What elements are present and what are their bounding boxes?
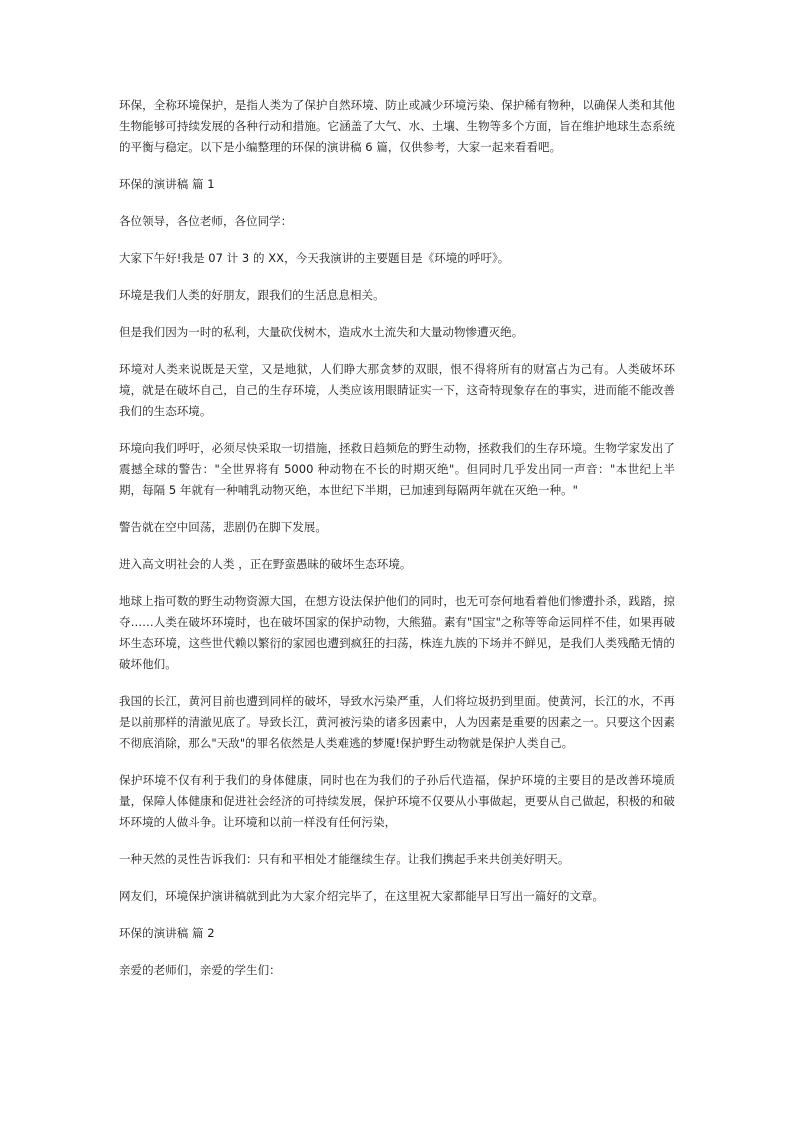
section-1-title: 环保的演讲稿 篇 1 [119,177,215,191]
paragraph-civilization: 进入高文明社会的人类 ，正在野蛮愚昧的破坏生态环境。 [119,557,412,571]
paragraph-warning: 环境向我们呼吁，必须尽快采取一切措施，拯救日趋频危的野生动物，拯救我们的生存环境。生物学家发出了震撼全球的警告："全世界将有 5000 种动物在不长的时期灭绝"。但同时几乎发出同一声音："本世纪上半期，每隔 5 年就有一种哺乳动物灭绝，本世纪下半期，已加速到每隔两年就在灭绝一种。" [119,441,675,497]
paragraph-together: 一种天然的灵性告诉我们：只有和平相处才能继续生存。让我们携起手来共创美好明天。 [119,852,570,866]
paragraph-friend: 环境是我们人类的好朋友，跟我们的生活息息相关。 [119,288,385,302]
intro-paragraph: 环保，全称环境保护，是指人类为了保护自然环境、防止或减少环境污染、保护稀有物种，以确保人类和其他生物能够可持续发展的各种行动和措施。它涵盖了大气、水、土壤、生物等多个方面，旨在维护地球生态系统的平衡与稳定。以下是小编整理的环保的演讲稿 6 篇，仅供参考，大家一起来看看吧。 [119,98,675,154]
paragraph-heaven-hell: 环境对人类来说既是天堂，又是地狱，人们睁大那贪梦的双眼，恨不得将所有的财富占为己有。人类破坏环境，就是在破坏自己，自己的生存环境，人类应该用眼睛证实一下，这奇特现象存在的事实，进而能不能改善我们的生态环境。 [119,362,675,418]
paragraph-selfish: 但是我们因为一时的私利，大量砍伐树木，造成水土流失和大量动物惨遭灭绝。 [119,325,524,339]
paragraph-opening: 大家下午好!我是 07 计 3 的 XX，今天我演讲的主要题目是《环境的呼吁》。 [119,251,510,265]
paragraph-closing: 网友们，环境保护演讲稿就到此为大家介绍完毕了，在这里祝大家都能早日写出一篇好的文章。 [119,889,605,903]
greeting-paragraph: 各位领导，各位老师，各位同学： [119,214,293,228]
paragraph-rivers: 我国的长江，黄河目前也遭到同样的破坏，导致水污染严重，人们将垃圾扔到里面。使黄河，长江的水，不再是以前那样的清澈见底了。导致长江，黄河被污染的诸多因素中，人为因素是重要的因素之一。只要这个因素不彻底消除，那么"天敌"的罪名依然是人类难逃的梦魇!保护野生动物就是保护人类自己。 [119,694,675,750]
document-page [119,95,675,981]
paragraph-protect: 保护环境不仅有利于我们的身体健康，同时也在为我们的子孙后代造福，保护环境的主要目的是改善环境质量，保障人体健康和促进社会经济的可持续发展，保护环境不仅要从小事做起，更要从自己做起，积极的和破坏环境的人做斗争。让环境和以前一样没有任何污染， [119,773,675,829]
paragraph-wildlife: 地球上指可数的野生动物资源大国，在想方设法保护他们的同时，也无可奈何地看着他们惨遭扑杀，践踏，掠夺……人类在破坏环境时，也在破坏国家的保护动物，大熊猫。素有"国宝"之称等等命运同样不佳，如果再破坏生态环境，这些世代赖以繁衍的家园也遭到疯狂的扫荡，株连九族的下场并不鲜见，是我们人类残酷无情的破坏他们。 [119,594,675,671]
paragraph-echo: 警告就在空中回荡，悲剧仍在脚下发展。 [119,520,327,534]
section-2-greeting: 亲爱的老师们，亲爱的学生们： [119,963,281,977]
section-2-title: 环保的演讲稿 篇 2 [119,926,215,940]
